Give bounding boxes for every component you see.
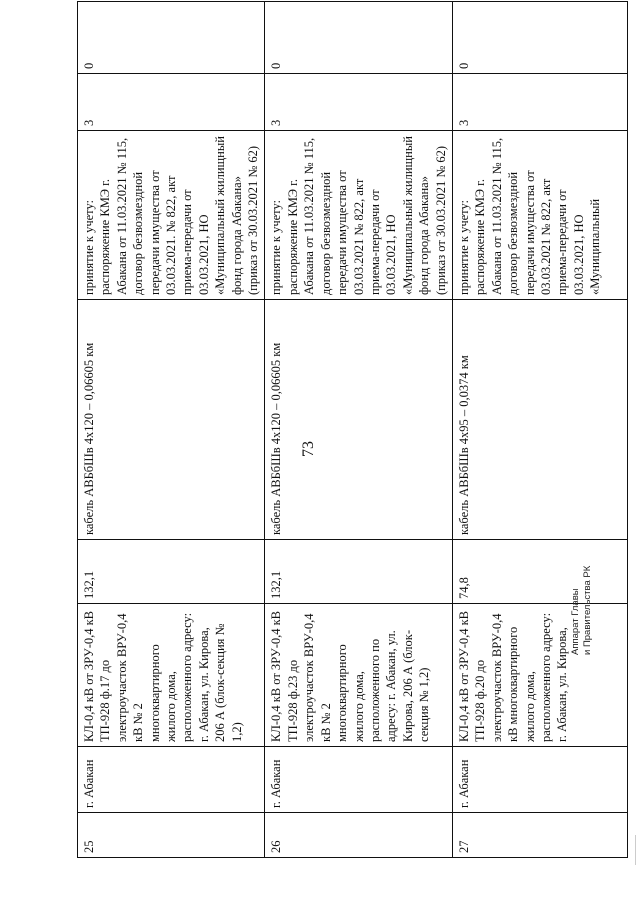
- table-row: [265, 2, 452, 858]
- value-cell-1: 3: [78, 74, 265, 131]
- page-number: 73: [300, 441, 317, 457]
- city-cell: г. Абакан: [265, 747, 452, 813]
- value-cell-2: 0: [78, 2, 265, 74]
- document-cell: принятие к учету: распоряжение КМЭ г. Абакана от 11.03.2021 № 115, договор безвозмездной передачи имущества от 03.03.2021 № 822, акт приема-передачи от 03.03.2021, НО «Муниципальный: [452, 131, 627, 300]
- footer-line-2: и Правительства РК: [582, 565, 593, 655]
- value-cell-1: 3: [452, 74, 627, 131]
- value-cell-1: 3: [265, 74, 452, 131]
- length-cell: 74,8: [452, 540, 627, 604]
- document-cell: принятие к учету: распоряжение КМЭ г. Абакана от 11.03.2021 № 115, договор безвозмездной передачи имущества от 03.03.2021 № 822, акт приема-передачи от 03.03.2021, НО «Муниципальный жилищный фонд города Абакана» (приказ от 30.03.2021 № 62): [265, 131, 452, 300]
- length-cell: 132,1: [78, 540, 265, 604]
- table-row: [452, 2, 627, 858]
- object-cell: КЛ-0,4 кВ от ЗРУ-0,4 кВ ТП-928 ф.23 до электроучасток ВРУ-0,4 кВ № 2 многоквартирного жилого дома, расположенного по адресу: г. Абакан, ул. Кирова, 206 А (блок-секция № 1,2): [265, 604, 452, 747]
- value-cell-2: 0: [265, 2, 452, 74]
- footer-line-1: Аппарат Главы: [570, 588, 581, 655]
- row-number: 25: [78, 813, 265, 858]
- scan-mark: [635, 835, 636, 865]
- city-cell: г. Абакан: [78, 747, 265, 813]
- footer-stamp: [570, 565, 594, 655]
- description-cell: кабель АВБбШв 4х95 – 0,0374 км: [452, 300, 627, 540]
- value-cell-2: 0: [452, 2, 627, 74]
- description-cell: кабель АВБбШв 4х120 – 0,06605 км: [265, 300, 452, 540]
- document-cell: принятие к учету: распоряжение КМЭ г. Абакана от 11.03.2021 № 115, договор безвозмездной передачи имущества от 03.03.2021. № 822, акт приема-передачи от 03.03.2021, НО «Муниципальный жилищный фонд города Абакана» (приказ от 30.03.2021 № 62): [78, 131, 265, 300]
- row-number: 26: [265, 813, 452, 858]
- city-cell: г. Абакан: [452, 747, 627, 813]
- row-number: 27: [452, 813, 627, 858]
- object-cell: КЛ-0,4 кВ от ЗРУ-0,4 кВ ТП-928 ф.20 до электроучасток ВРУ-0,4 кВ многоквартирного жилого дома, расположенного адресу: г. Абакан, ул. Кирова,: [452, 604, 627, 747]
- object-cell: КЛ-0,4 кВ от ЗРУ-0,4 кВ ТП-928 ф.17 до электроучасток ВРУ-0,4 кВ № 2 многоквартирного жилого дома, расположенного адресу: г. Абакан, ул. Кирова, 206 А (блок-секция № 1,2): [78, 604, 265, 747]
- rotated-table-area: [77, 62, 639, 858]
- table-row: [78, 2, 265, 858]
- description-cell: кабель АВБбШв 4х120 – 0,06605 км: [78, 300, 265, 540]
- length-cell: 132,1: [265, 540, 452, 604]
- property-table: [77, 1, 628, 858]
